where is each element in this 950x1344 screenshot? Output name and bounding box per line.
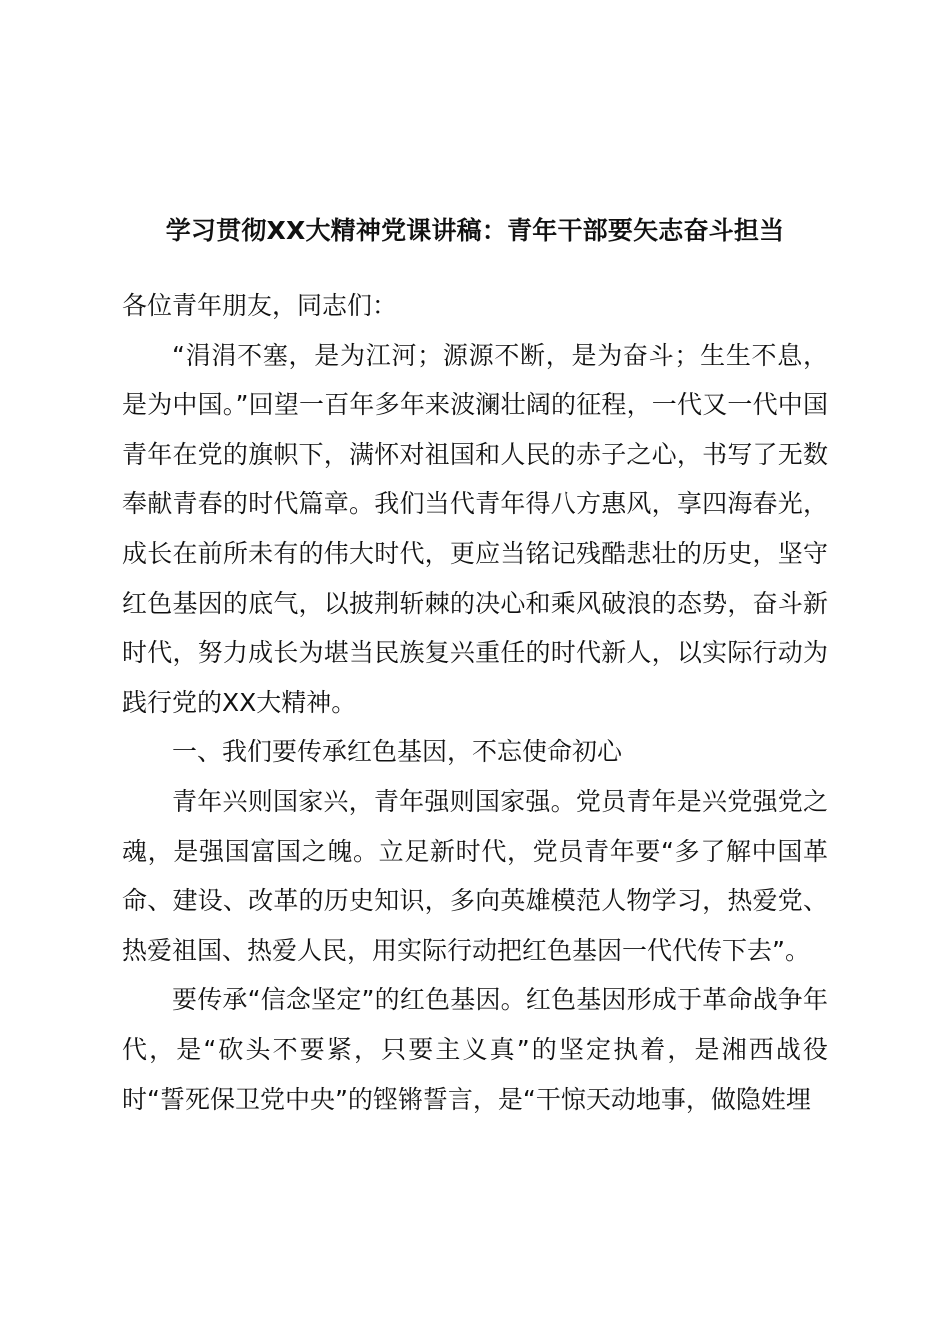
paragraph-red-gene: 要传承“信念坚定”的红色基因。红色基因形成于革命战争年代，是“砍头不要紧，只要主义真”的坚定执着，是湘西战役时“誓死保卫党中央”的铿锵誓言，是“干惊天动地事，做隐姓埋 xyxy=(122,985,828,1114)
paragraph-youth: 青年兴则国家兴，青年强则国家强。党员青年是兴党强党之魂，是强国富国之魄。立足新时代，党员青年要“多了解中国革命、建设、改革的历史知识，多向英雄模范人物学习，热爱党、热爱祖国、热爱人民，用实际行动把红色基因一代代传下去”。 xyxy=(122,786,828,965)
section-heading-1: 一、我们要传承红色基因，不忘使命初心 xyxy=(172,737,623,767)
document-body xyxy=(122,281,828,1124)
paragraph-intro: “涓涓不塞，是为江河；源源不断，是为奋斗；生生不息，是为中国。”回望一百年多年来波澜壮阔的征程，一代又一代中国青年在党的旗帜下，满怀对祖国和人民的赤子之心，书写了无数奉献青春的时代篇章。我们当代青年得八方惠风，享四海春光，成长在前所未有的伟大时代，更应当铭记残酷悲壮的历史，坚守红色基因的底气，以披荆斩棘的决心和乘风破浪的态势，奋斗新时代，努力成长为堪当民族复兴重任的时代新人，以实际行动为践行党的XX大精神。 xyxy=(122,340,828,717)
document-title: 学习贯彻XX大精神党课讲稿：青年干部要矢志奋斗担当 xyxy=(165,216,785,245)
greeting: 各位青年朋友，同志们： xyxy=(122,291,398,320)
